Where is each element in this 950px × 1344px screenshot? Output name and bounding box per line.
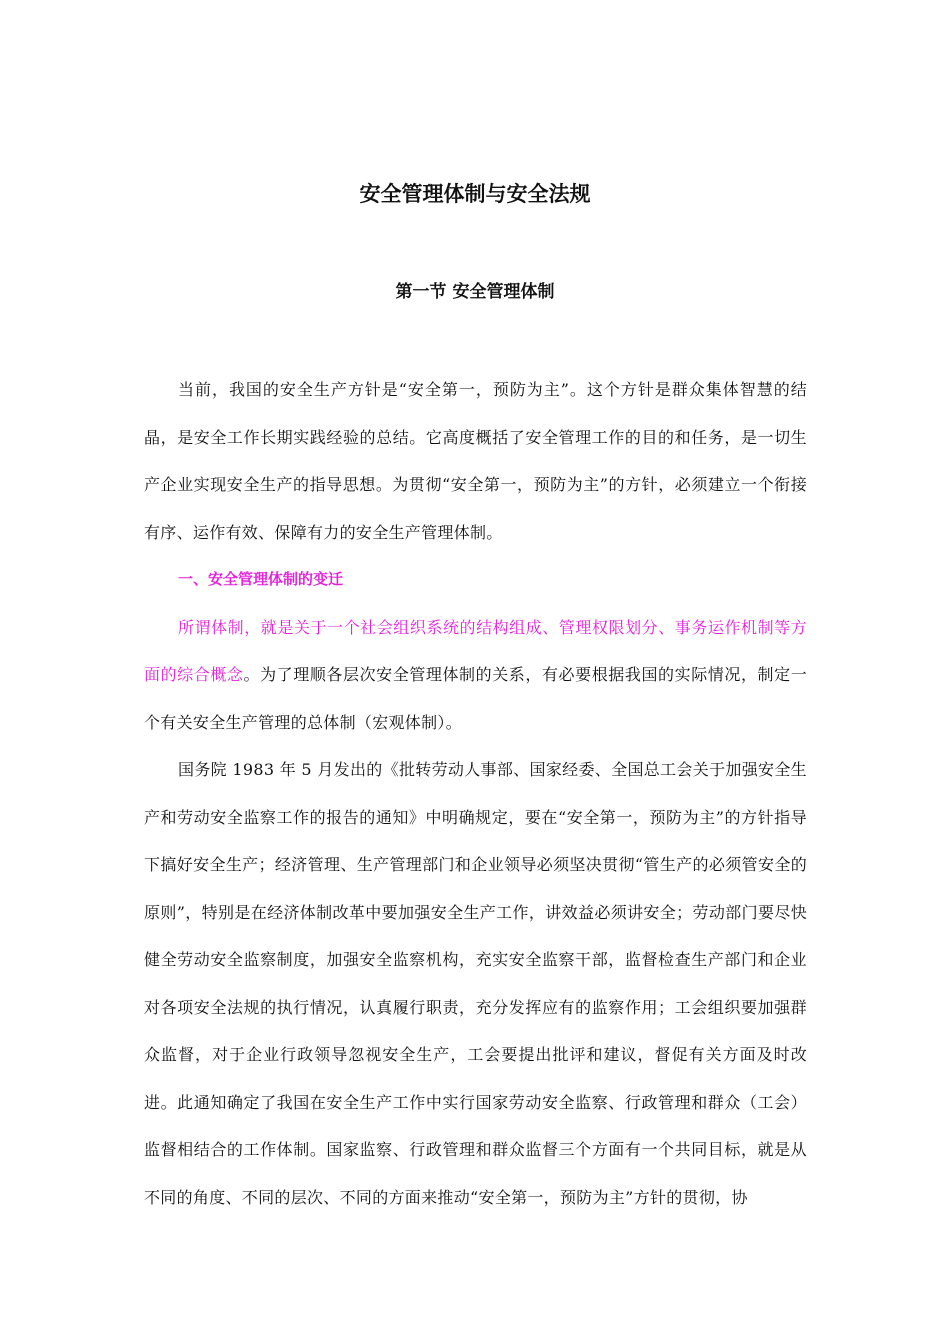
paragraph-state-council-notice: 国务院 1983 年 5 月发出的《批转劳动人事部、国家经委、全国总工会关于加强安全生产和劳动安全监察工作的报告的通知》中明确规定，要在“安全第一，预防为主”的方针指导下搞好安全生产；经济管理、生产管理部门和企业领导必须坚决贯彻“管生产的必须管安全的原则”，特别是在经济体制改革中要加强安全生产工作，讲效益必须讲安全；劳动部门要尽快健全劳动安全监察制度，加强安全监察机构，充实安全监察干部，监督检查生产部门和企业对各项安全法规的执行情况，认真履行职责，充分发挥应有的监察作用；工会组织要加强群众监督，对于企业行政领导忽视安全生产，工会要提出批评和建议，督促有关方面及时改进。此通知确定了我国在安全生产工作中实行国家劳动安全监察、行政管理和群众（工会）监督相结合的工作体制。国家监察、行政管理和群众监督三个方面有一个共同目标，就是从不同的角度、不同的层次、不同的方面来推动“安全第一，预防为主”方针的贯彻，协: [144, 760, 807, 1207]
paragraph-system-definition-rest: 。为了理顺各层次安全管理体制的关系，有必要根据我国的实际情况，制定一个有关安全生产管理的总体制（宏观体制）。: [144, 665, 807, 732]
paragraph-intro: 当前，我国的安全生产方针是“安全第一，预防为主”。这个方针是群众集体智慧的结晶，是安全工作长期实践经验的总结。它高度概括了安全管理工作的目的和任务，是一切生产企业实现安全生产的指导思想。为贯彻“安全第一，预防为主”的方针，必须建立一个衔接有序、运作有效、保障有力的安全生产管理体制。: [144, 380, 807, 542]
paragraph-system-definition: [144, 604, 807, 747]
section-title: 第一节 安全管理体制: [395, 282, 555, 302]
document-title: 安全管理体制与安全法规: [359, 182, 591, 206]
highlighted-definition: 所谓体制，就是关于一个社会组织系统的结构组成、管理权限划分、事务运作机制等方面的综合概念: [144, 617, 807, 684]
document-body: [144, 366, 807, 1221]
subheading-system-evolution: 一、安全管理体制的变迁: [178, 570, 344, 588]
